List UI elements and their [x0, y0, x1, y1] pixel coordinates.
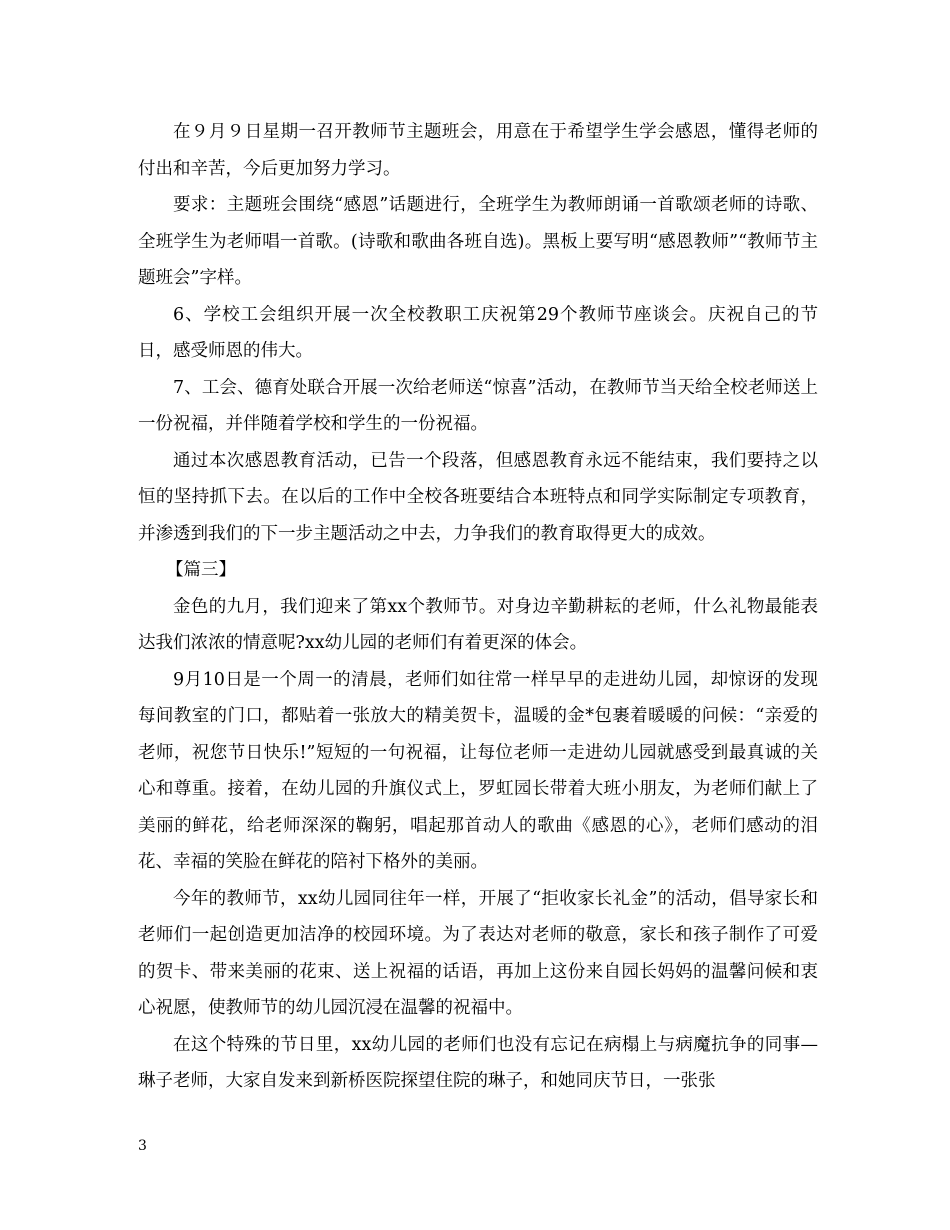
- paragraph-class-meeting: 在９月９日星期一召开教师节主题班会，用意在于希望学生学会感恩，懂得老师的付出和辛苦，今后更加努力学习。: [138, 122, 818, 179]
- paragraph-item-7: 7、工会、德育处联合开展一次给老师送“惊喜”活动，在教师节当天给全校老师送上一份祝福，并伴随着学校和学生的一份祝福。: [138, 377, 818, 434]
- document-body: [138, 114, 818, 1100]
- paragraph-special-day: 在这个特殊的节日里，xx幼儿园的老师们也没有忘记在病榻上与病魔抗争的同事—琳子老师，大家自发来到新桥医院探望住院的琳子，和她同庆节日，一张张: [138, 1034, 818, 1091]
- paragraph-summary: 通过本次感恩教育活动，已告一个段落，但感恩教育永远不能结束，我们要持之以恒的坚持抓下去。在以后的工作中全校各班要结合本班特点和同学实际制定专项教育，并渗透到我们的下一步主题活动之中去，力争我们的教育取得更大的成效。: [138, 450, 818, 544]
- paragraph-this-year: 今年的教师节，xx幼儿园同往年一样，开展了“拒收家长礼金”的活动，倡导家长和老师们一起创造更加洁净的校园环境。为了表达对老师的敬意，家长和孩子制作了可爱的贺卡、带来美丽的花束、送上祝福的话语，再加上这份来自园长妈妈的温馨问候和衷心祝愿，使教师节的幼儿园沉浸在温馨的祝福中。: [138, 888, 818, 1018]
- page-number: 3: [138, 1138, 147, 1154]
- section-heading: 【篇三】: [166, 560, 236, 580]
- paragraph-requirements: 要求：主题班会围绕“感恩”话题进行，全班学生为教师朗诵一首歌颂老师的诗歌、全班学生为老师唱一首歌。(诗歌和歌曲各班自选)。黑板上要写明“感恩教师”“教师节主题班会”字样。: [138, 195, 818, 288]
- paragraph-september-10: 9月10日是一个周一的清晨，老师们如往常一样早早的走进幼儿园，却惊讶的发现每间教室的门口，都贴着一张放大的精美贺卡，温暖的金*包裹着暖暖的问候：“亲爱的老师，祝您节日快乐!”短短的一句祝福，让每位老师一走进幼儿园就感受到最真诚的关心和尊重。接着，在幼儿园的升旗仪式上，罗虹园长带着大班小朋友，为老师们献上了美丽的鲜花，给老师深深的鞠躬，唱起那首动人的歌曲《感恩的心》，老师们感动的泪花、幸福的笑脸在鲜花的陪衬下格外的美丽。: [138, 669, 818, 872]
- paragraph-item-6: 6、学校工会组织开展一次全校教职工庆祝第29个教师节座谈会。庆祝自己的节日，感受师恩的伟大。: [138, 304, 818, 361]
- paragraph-golden-september: 金色的九月，我们迎来了第xx个教师节。对身边辛勤耕耘的老师，什么礼物最能表达我们浓浓的情意呢?xx幼儿园的老师们有着更深的体会。: [138, 596, 818, 653]
